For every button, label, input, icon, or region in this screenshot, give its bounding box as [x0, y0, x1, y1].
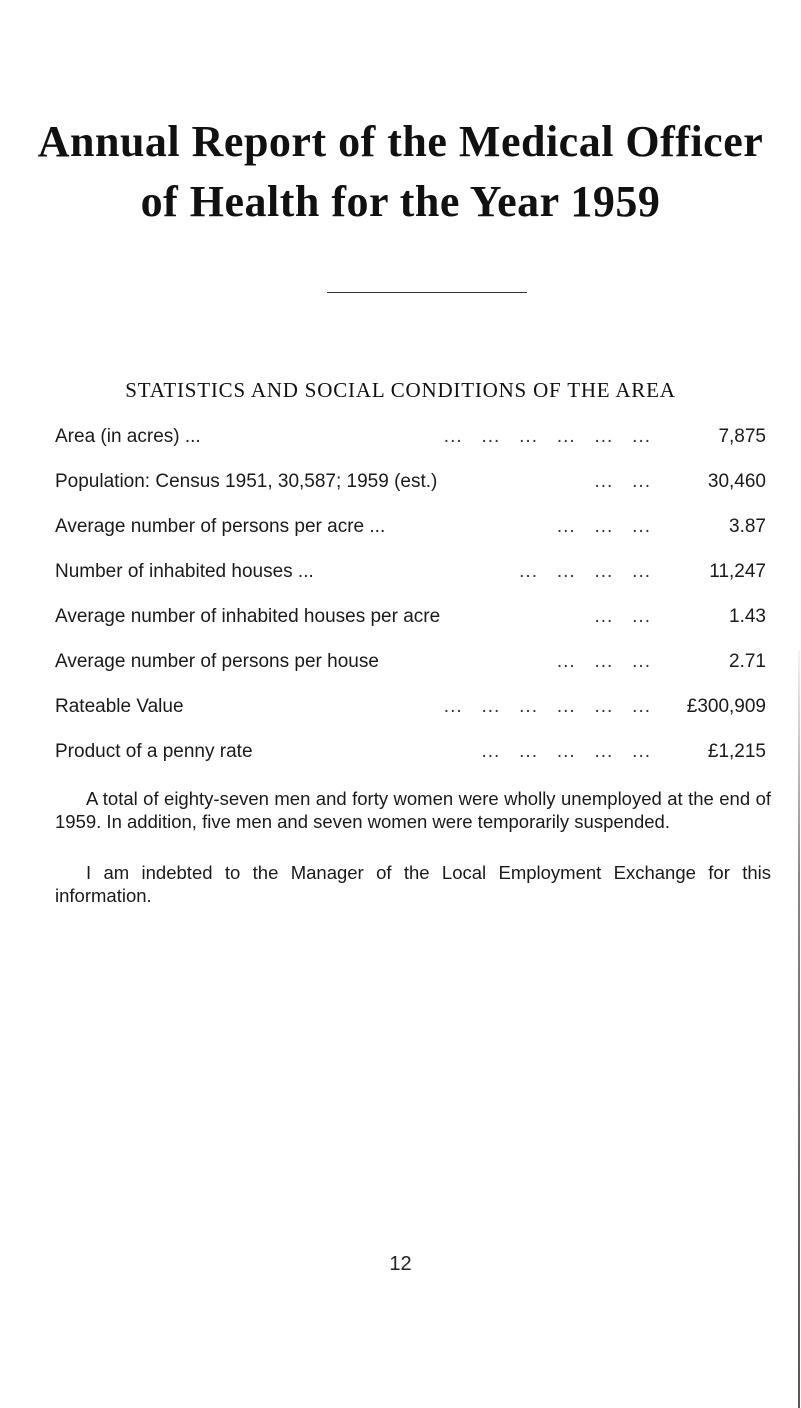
stat-row-penny-rate: [55, 729, 766, 774]
leader-dots: ... ...: [594, 471, 651, 492]
stat-label: Area (in acres) ...: [55, 426, 201, 447]
stat-label: Number of inhabited houses ...: [55, 561, 314, 582]
stat-row-area: [55, 414, 766, 459]
page-number: 12: [389, 1253, 412, 1275]
stat-value: 11,247: [709, 561, 766, 582]
stat-row-population: [55, 459, 766, 504]
leader-dots: ... ... ... ... ... ...: [443, 696, 651, 717]
scan-edge: [798, 650, 800, 1408]
stat-value: 2.71: [729, 651, 766, 672]
leader-dots: ... ... ... ... ...: [481, 741, 651, 762]
report-title: [0, 112, 801, 232]
stat-value: 7,875: [718, 426, 766, 447]
stat-value: 3.87: [729, 516, 766, 537]
stat-value: £300,909: [686, 696, 766, 717]
unemployment-paragraph: A total of eighty-seven men and forty women were wholly unemployed at the end of 1959. In addition, five men and seven women were temporarily suspended.: [55, 787, 771, 832]
title-line-2: of Health for the Year 1959: [140, 177, 661, 226]
stat-value: 30,460: [707, 471, 766, 492]
leader-dots: ... ... ...: [556, 516, 651, 537]
leader-dots: ... ... ... ...: [519, 561, 651, 582]
stat-value: £1,215: [707, 741, 766, 762]
acknowledgement-paragraph: I am indebted to the Manager of the Local Employment Exchange for this information.: [55, 861, 771, 906]
stat-row-persons-per-acre: [55, 504, 766, 549]
section-heading: STATISTICS AND SOCIAL CONDITIONS OF THE AREA: [125, 378, 676, 402]
stat-label: Population: Census 1951, 30,587; 1959 (est.): [55, 471, 438, 492]
stat-label: Product of a penny rate: [55, 741, 253, 762]
stat-label: Average number of persons per acre ...: [55, 516, 386, 537]
stat-label: Rateable Value: [55, 696, 184, 717]
stat-row-inhabited-houses: [55, 549, 766, 594]
leader-dots: ... ... ... ... ... ...: [443, 426, 651, 447]
title-line-1: Annual Report of the Medical Officer: [37, 117, 764, 166]
leader-dots: ... ...: [594, 606, 651, 627]
stat-row-houses-per-acre: [55, 594, 766, 639]
stat-label: Average number of persons per house: [55, 651, 379, 672]
stat-label: Average number of inhabited houses per acre: [55, 606, 441, 627]
stat-row-persons-per-house: [55, 639, 766, 684]
title-divider: [327, 292, 527, 293]
stat-value: 1.43: [729, 606, 766, 627]
leader-dots: ... ... ...: [556, 651, 651, 672]
stat-row-rateable-value: [55, 684, 766, 729]
statistics-list: [55, 414, 766, 774]
